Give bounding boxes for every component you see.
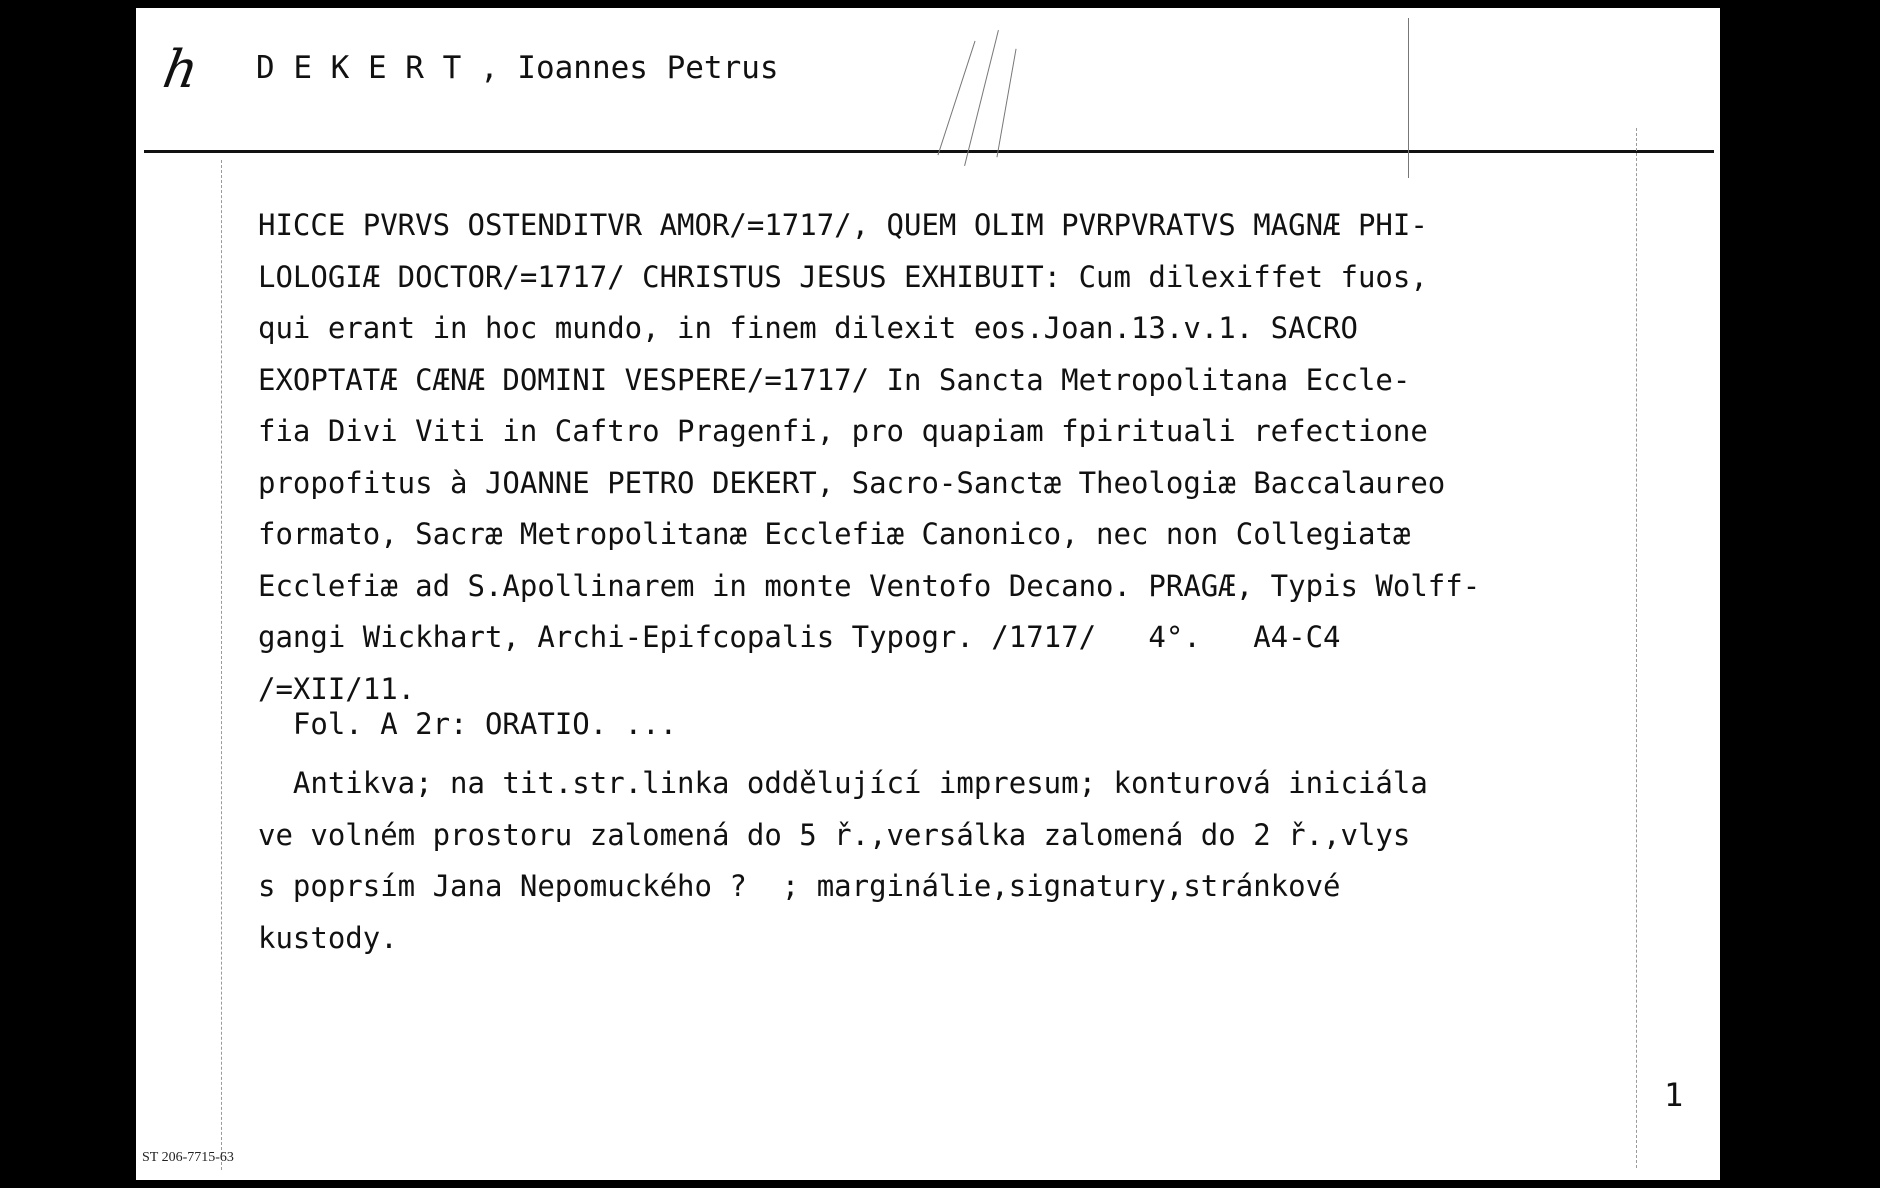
- description-line: ve volném prostoru zalomená do 5 ř.,versálka zalomená do 2 ř.,vlys: [258, 817, 1411, 852]
- entry-line: formato, Sacræ Metropolitanæ Ecclefiæ Canonico, nec non Collegiatæ: [258, 517, 1411, 551]
- description-block: [258, 758, 1678, 964]
- description-line: kustody.: [258, 920, 398, 955]
- entry-line: LOLOGIÆ DOCTOR/=1717/ CHRISTUS JESUS EXHIBUIT: Cum dilexiffet fuos,: [258, 259, 1428, 294]
- entry-line: qui erant in hoc mundo, in finem dilexit eos.Joan.13.v.1. SACRO: [258, 311, 1358, 345]
- card-header: D E K E R T , Ioannes Petrus: [256, 50, 779, 86]
- folio-note: [258, 702, 1678, 746]
- folio-text: Fol. A 2r: ORATIO. ...: [292, 707, 678, 741]
- scratch-mark: [1408, 18, 1409, 178]
- entry-line: Ecclefiæ ad S.Apollinarem in monte Ventofo Decano. PRAGÆ, Typis Wolff-: [258, 568, 1481, 603]
- form-code: ST 206-7715-63: [142, 1150, 234, 1165]
- entry-line: HICCE PVRVS OSTENDITVR AMOR/=1717/, QUEM OLIM PVRPVRATVS MAGNÆ PHI-: [258, 208, 1428, 242]
- entry-line: propofitus à JOANNE PETRO DEKERT, Sacro-Sanctæ Theologiæ Baccalaureo: [258, 465, 1446, 500]
- title-entry: [258, 200, 1678, 715]
- description-line: s poprsím Jana Nepomuckého ? ; marginálie,signatury,stránkové: [258, 869, 1341, 903]
- scratch-mark: [996, 49, 1016, 158]
- header-rule: [144, 150, 1714, 153]
- page-number: 1: [1664, 1076, 1684, 1114]
- left-margin-guide: [221, 160, 222, 1170]
- catalog-card: [136, 8, 1720, 1180]
- entry-line: fia Divi Viti in Caftro Pragenfi, pro quapiam fpirituali refectione: [258, 414, 1428, 448]
- entry-line: /=XII/11.: [258, 671, 416, 706]
- handwritten-mark: h: [158, 40, 203, 100]
- entry-line: gangi Wickhart, Archi-Epifcopalis Typogr. /1717/ 4°. A4-C4: [258, 620, 1341, 654]
- scratch-mark: [964, 30, 999, 166]
- description-line: Antikva; na tit.str.linka oddělující impresum; konturová iniciála: [258, 766, 1428, 800]
- entry-line: EXOPTATÆ CÆNÆ DOMINI VESPERE/=1717/ In Sancta Metropolitana Eccle-: [258, 362, 1411, 397]
